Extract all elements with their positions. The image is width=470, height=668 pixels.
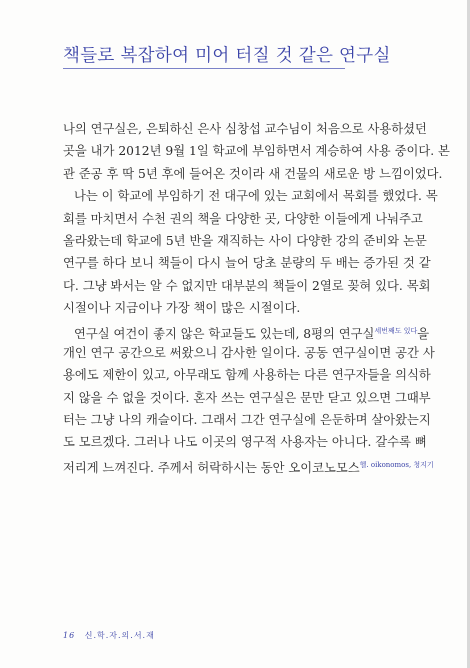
paragraph-line: 관 준공 후 딱 5년 후에 들어온 것이라 새 건물의 새로운 방 느낌이었다. — [63, 166, 443, 181]
running-title: 신.학.자.의.서.재 — [84, 631, 155, 640]
paragraph-line: 회를 마치면서 수천 권의 책을 다양한 곳, 다양한 이들에게 나눠주고 — [63, 211, 423, 226]
page-number: 16 — [63, 631, 76, 640]
paragraph-line — [63, 320, 430, 342]
inline-annotation: 세번째도 있다 — [374, 326, 418, 335]
paragraph-line: 연구를 하다 보니 책들이 다시 늘어 당초 분량의 두 배는 증가된 것 같 — [63, 256, 431, 271]
page-footer — [63, 630, 155, 641]
paragraph-line: 올라왔는데 학교에 5년 반을 재직하는 사이 다양한 강의 준비와 논문 — [63, 233, 427, 248]
paragraph-line: 개인 연구 공간으로 써왔으니 감사한 일이다. 공동 연구실이면 공간 사 — [63, 345, 435, 360]
paragraph-line: 도 모르겠다. 그러나 나도 이곳의 영구적 사용자는 아니다. 갈수록 뼈 — [63, 435, 427, 450]
paragraph-line: 용에도 제한이 있고, 아무래도 함께 사용하는 다른 연구자들을 의식하 — [63, 368, 431, 383]
paragraph-line: 나의 연구실은, 은퇴하신 은사 심창섭 교수님이 처음으로 사용하셨던 — [63, 122, 427, 136]
section-heading: 책들로 복잡하여 미어 터질 것 같은 연구실 — [63, 46, 391, 66]
paragraph-line: 터는 그냥 나의 캐슬이다. 그래서 그간 연구실에 은둔하며 살아왔는지 — [63, 413, 431, 428]
heading-underline — [63, 68, 345, 69]
paragraph-line-text: 저리게 느껴진다. 주께서 허락하시는 동안 오이코노모스 — [63, 460, 360, 475]
inline-annotation: 헬. oikonomos, 청지기 — [359, 460, 434, 469]
paragraph-line-text: 연구실 여건이 좋지 않은 학교들도 있는데, 8평의 연구실 — [74, 326, 375, 341]
paragraph-line: 다. 그냥 봐서는 알 수 없지만 대부분의 책들이 2열로 꽂혀 있다. 목회 — [63, 278, 431, 293]
paragraph-line: 곳을 내가 2012년 9월 1일 학교에 부임하면서 계승하여 사용 중이다. 본 — [63, 144, 450, 159]
paragraph-line: 지 않을 수 없을 것이다. 혼자 쓰는 연구실은 문만 닫고 있으면 그때부 — [63, 390, 431, 405]
paragraph-line — [63, 454, 434, 476]
paragraph-line: 시절이나 지금이나 가장 책이 많은 시절이다. — [63, 301, 301, 316]
paragraph-line: 나는 이 학교에 부임하기 전 대구에 있는 교회에서 목회를 했었다. 목 — [74, 189, 438, 204]
body-text — [63, 118, 450, 476]
paragraph-line-text: 을 — [417, 326, 430, 341]
